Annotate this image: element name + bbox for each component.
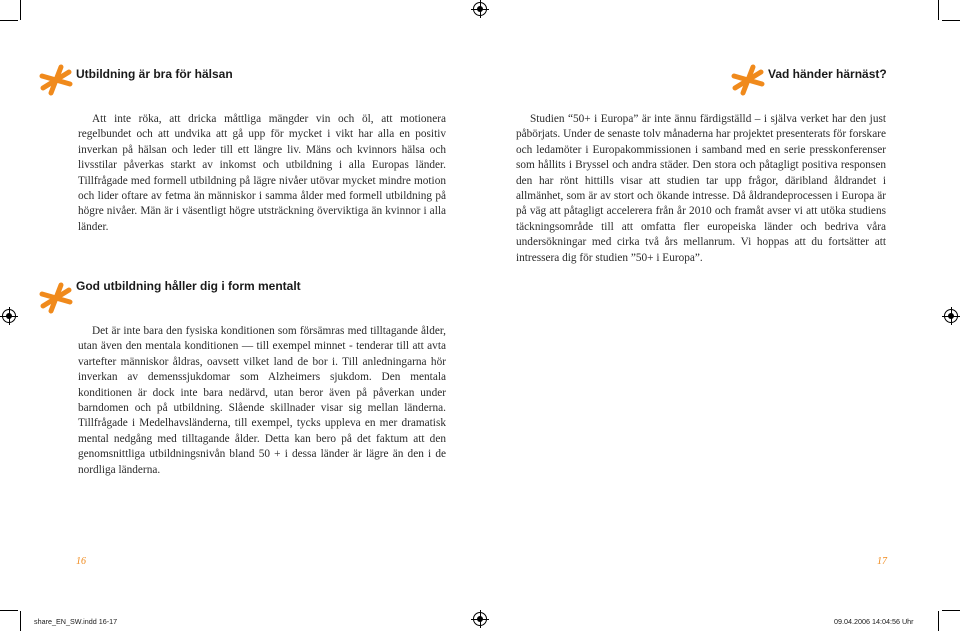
crop-mark <box>938 611 939 631</box>
page-number-right: 17 <box>877 556 887 567</box>
section-body-mental: Det är inte bara den fysiska konditionen som försämras med tilltagande ålder, utan även den mentala konditionen — till exempel minnet - tenderar till att avta vartefter människor åldras, oavsett vilket land de bor i. Till anledningarna hör inverkan av demenssjukdomar som Alzheimers sjukdom. Den mentala konditionen är dock inte bara nedärvd, utan beror även på påverkan under barndomen och på utbildning. Slående skillnader visar sig mellan länderna. Tillfrågade i Medelhavsländerna, till exempel, tycks uppleva en mer dramatisk mental nedgång med tilltagande ålder. Detta kan bero på det faktum att den genomsnittliga utbildningsnivån bland 50 + i dessa länder är lägre än den i de nordliga länderna. <box>78 325 446 476</box>
section-body-health: Att inte röka, att dricka måttliga mängder vin och öl, att motionera regelbundet och att undvika att gå upp för mycket i vikt har alla en positiv inverkan på hälsan och leder till ett längre liv. Mäns och kvinnors hälsa och livsstilar påverkas starkt av inkomst och utbildning i alla Europas länder. Tillfrågade med formell utbildning på lägre nivåer utövar mycket mindre motion och lider oftare av fetma än människor i samma ålder med formell utbildning på högre nivåer. Män är i väsentligt högre utsträckning överviktiga än kvinnor i alla länder. <box>78 113 446 233</box>
crop-mark <box>942 20 960 21</box>
crop-mark <box>0 20 18 21</box>
section-body-next: Studien “50+ i Europa” är inte ännu färdigställd – i själva verket har den just påbörjats. Under de senaste tolv månaderna har projektet presenterats för forskare och ledamöter i Europakommissionen i samband med en serie presskonferenser som hållits i Bryssel och andra städer. Den stora och påtagligt positiva responsen den har rönt hittills visar att studien tar upp frågor, däribland åldrandet i allmänhet, som är av stort och ökande intresse. Då åldrandeprocessen i Europa är på väg att påtagligt accelerera från år 2010 och framåt avser vi att utöka studiens täckningsområde till att omfatta fler europeiska länder och bedriva våra undersökningar med cirka två års mellanrum. Vi hoppas att du fortsätter att intressera dig för studien ”50+ i Europa”. <box>516 113 886 264</box>
page-number-left: 16 <box>76 556 86 567</box>
orange-asterisk-icon <box>730 62 766 98</box>
registration-target-icon <box>2 309 16 323</box>
crop-mark <box>942 610 960 611</box>
registration-target-icon <box>944 309 958 323</box>
section-heading-next: Vad händer härnäst? <box>768 67 887 81</box>
slug-timestamp: 09.04.2006 14:04:56 Uhr <box>834 617 914 626</box>
registration-target-icon <box>473 612 487 626</box>
crop-mark <box>20 0 21 20</box>
orange-asterisk-icon <box>38 280 74 316</box>
slug-file-info: share_EN_SW.indd 16-17 <box>34 617 118 626</box>
section-heading-mental: God utbildning håller dig i form mentalt <box>76 279 301 293</box>
orange-asterisk-icon <box>38 62 74 98</box>
section-heading-health: Utbildning är bra för hälsan <box>76 67 233 81</box>
crop-mark <box>0 610 18 611</box>
registration-target-icon <box>473 2 487 16</box>
crop-mark <box>20 611 21 631</box>
crop-mark <box>938 0 939 20</box>
